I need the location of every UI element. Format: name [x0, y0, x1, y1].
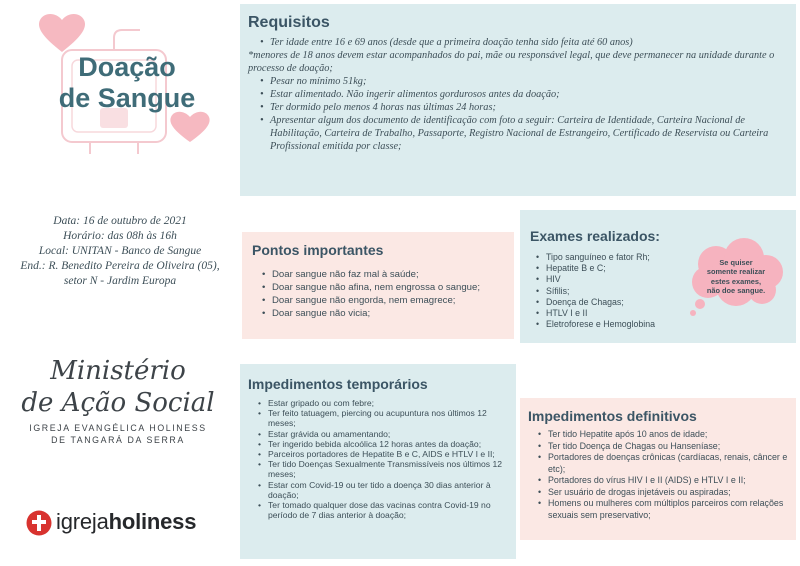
ministerio-block [18, 356, 218, 446]
pontos-item: • Doar sangue não engorda, nem emagrece; [272, 294, 506, 307]
exames-item: • Eletroforese e Hemoglobina [546, 319, 788, 330]
pontos-heading: Pontos importantes [252, 242, 384, 258]
requisitos-item: • Apresentar algum dos documento de identificação com foto a seguir: Carteira de Identidade, Carteira Nacional de Habilitação, Carteira de Trabalho, Passaporte, Registro Nacional de Estrangeiro, Certificado de Reservista ou Carteira Profissional emitida por classe; [270, 114, 786, 153]
igreja-holiness-logo [26, 508, 226, 538]
temporarios-item: • Ter tido Doenças Sexualmente Transmissíveis nos últimos 12 meses; [268, 459, 508, 479]
temporarios-item: • Parceiros portadores de Hepatite B e C, AIDS e HTLV I e II; [268, 449, 508, 459]
temporarios-item: • Estar grávida ou amamentando; [268, 429, 508, 439]
temporarios-item: • Ter feito tatuagem, piercing ou acupuntura nos últimos 12 meses; [268, 408, 508, 428]
temporarios-item: • Ter ingerido bebida alcoólica 12 horas antes da doação; [268, 439, 508, 449]
page-title [52, 52, 202, 114]
church-name-line-2: DE TANGARÁ DA SERRA [51, 435, 185, 445]
requisitos-item: • Ter dormido pelo menos 4 horas nas últimas 24 horas; [270, 101, 786, 114]
temporarios-item: • Ter tomado qualquer dose das vacinas contra Covid-19 no período de 7 dias anterior à doação; [268, 500, 508, 520]
exames-item: • HTLV I e II [546, 308, 788, 319]
definitivos-item: • Ter tido Doença de Chagas ou Hanseníase; [548, 441, 788, 453]
requisitos-panel [240, 4, 796, 196]
logo-wordmark [56, 508, 196, 536]
definitivos-item: • Ser usuário de drogas injetáveis ou aspiradas; [548, 487, 788, 499]
event-time: Horário: das 08h às 16h [63, 230, 177, 242]
logo-word-holiness: holiness [108, 509, 197, 534]
logo-word-igreja: igreja [56, 509, 109, 534]
temporarios-item: • Estar com Covid-19 ou ter tido a doença 30 dias anterior à doação; [268, 480, 508, 500]
title-line-2: de Sangue [58, 83, 196, 113]
event-date: Data: 16 de outubro de 2021 [53, 215, 187, 227]
definitivos-heading: Impedimentos definitivos [528, 408, 697, 424]
cloud-note-line: estes exames, [710, 276, 762, 286]
ministerio-line-2: de Ação Social [21, 388, 215, 418]
requisitos-item: • Pesar no mínimo 51kg; [270, 75, 786, 88]
definitivos-item: • Portadores do vírus HIV I e II (AIDS) e HTLV I e II; [548, 475, 788, 487]
pontos-item: • Doar sangue não vicia; [272, 307, 506, 320]
exames-item: • HIV [546, 274, 788, 285]
cloud-note-line: Se quiser [719, 258, 753, 267]
pontos-item: • Doar sangue não afina, nem engrossa o sangue; [272, 281, 506, 294]
definitivos-item: • Ter tido Hepatite após 10 anos de idade; [548, 429, 788, 441]
title-line-1: Doação [78, 52, 176, 82]
cloud-note [686, 258, 786, 296]
exames-panel [520, 210, 796, 343]
event-sector: setor N - Jardim Europa [63, 275, 177, 287]
definitivos-panel [520, 398, 796, 540]
exames-item: • Tipo sanguíneo e fator Rh; [546, 252, 788, 263]
exames-heading: Exames realizados: [530, 228, 660, 244]
temporarios-panel [240, 364, 516, 559]
temporarios-heading: Impedimentos temporários [248, 376, 428, 392]
definitivos-item: • Homens ou mulheres com múltiplos parceiros com relações sexuais sem preservativo; [548, 498, 788, 521]
church-name [18, 422, 218, 446]
pontos-panel [242, 232, 514, 339]
event-address: End.: R. Benedito Pereira de Oliveira (05), [20, 260, 220, 272]
ministerio-line-1: Ministério [50, 356, 186, 386]
cross-circle-icon [26, 510, 52, 536]
exames-item: • Hepatite B e C; [546, 263, 788, 274]
definitivos-item: • Portadores de doenças crônicas (cardíacas, renais, câncer e etc); [548, 452, 788, 475]
event-info [8, 214, 232, 289]
pontos-item: • Doar sangue não faz mal à saúde; [272, 268, 506, 281]
exames-item: • Doença de Chagas; [546, 297, 788, 308]
title-illustration [30, 8, 220, 158]
temporarios-item: • Estar gripado ou com febre; [268, 398, 508, 408]
exames-item: • Sífilis; [546, 286, 788, 297]
requisitos-heading: Requisitos [248, 14, 330, 31]
requisitos-note: *menores de 18 anos devem estar acompanhados do pai, mãe ou responsável legal, que deve permanecer na unidade durante o processo de doação; [248, 50, 775, 74]
cloud-note-line: não doe sangue. [706, 286, 766, 296]
church-name-line-1: IGREJA EVANGÉLICA HOLINESS [29, 423, 207, 433]
requisitos-item: • Ter idade entre 16 e 69 anos (desde que a primeira doação tenha sido feita até 60 anos) [270, 36, 786, 49]
event-location: Local: UNITAN - Banco de Sangue [38, 245, 202, 257]
requisitos-item: • Estar alimentado. Não ingerir alimentos gordurosos antes da doação; [270, 88, 786, 101]
cloud-note-line: somente realizar [706, 267, 766, 277]
